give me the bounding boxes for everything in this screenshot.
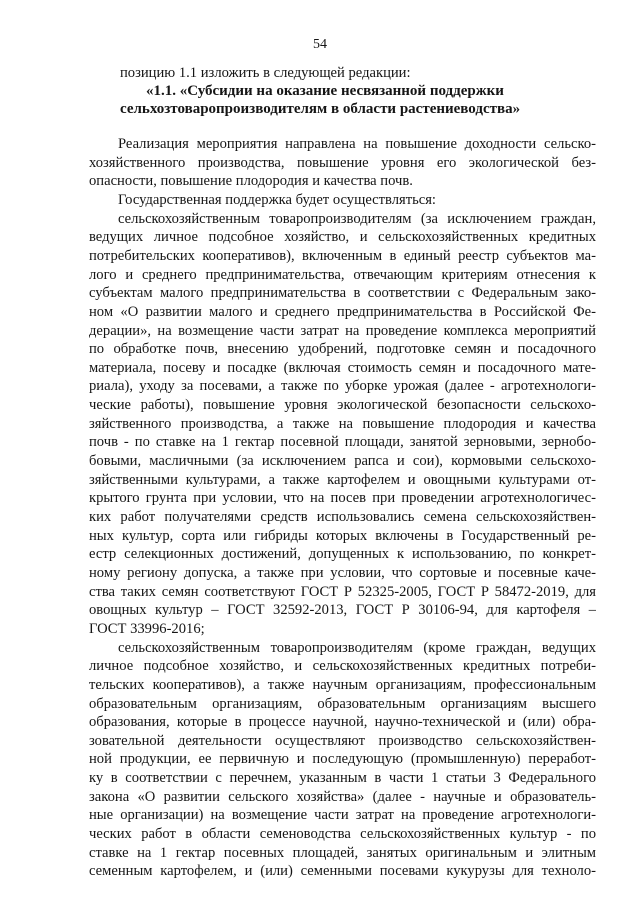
body-line: опасности, повышение плодородия и качества почв.: [89, 173, 413, 190]
body-line: ставке на 1 гектар посевных площадей, занятых оригинальным и элитным: [89, 844, 596, 861]
body-line: крытого грунта при условии, что на посев при проведении агротехнологичес-: [89, 490, 596, 507]
body-line: лого и среднего предпринимательства, отвечающим критериям отнесения к: [89, 266, 596, 283]
body-line: ном «О развитии малого и среднего предпринимательства в Российской Фе-: [89, 303, 596, 320]
body-line: ных культур, сорта или гибриды которых включены в Государственный ре-: [89, 527, 596, 544]
body-line: образовательным организациям, образовательным организациям высшего: [89, 695, 596, 712]
body-line: ку в соответствии с перечнем, указанным в части 1 статьи 3 Федерального: [89, 770, 596, 787]
section-heading-line-2: сельхозтоваропроизводителям в области растениеводства»: [120, 101, 521, 117]
body-line: тельских кооперативов), а также научным организациям, профессиональным: [89, 676, 596, 693]
body-line: закона «О развитии сельского хозяйства» (далее - научные и образователь-: [89, 788, 596, 805]
body-line: семенным картофелем, и (или) семенными посевами кукурузы для техноло-: [89, 863, 596, 880]
body-line: потребительских кооперативов), включенным в единый реестр субъектов ма-: [89, 247, 596, 264]
intro-text: позицию 1.1 изложить в следующей редакции:: [120, 65, 411, 81]
page-number: 54: [313, 37, 327, 52]
body-line: почв - по ставке на 1 гектар посевной площади, занятой зерновыми, зернобо-: [89, 434, 596, 451]
body-line: зяйственного производства, а также на повышение плодородия и качества: [89, 415, 596, 432]
body-line: ческих работ в области семеноводства сельскохозяйственных культур - по: [89, 826, 596, 842]
body-line: дерации», на возмещение части затрат на проведение комплекса мероприятий: [89, 322, 596, 339]
body-line: ной продукции, ее первичную и последующую (промышленную) переработ-: [89, 751, 596, 768]
body-line: личное подсобное хозяйство, и сельскохозяйственных кредитных потреби-: [89, 658, 596, 675]
body-line: сельскохозяйственным товаропроизводителям (за исключением граждан,: [118, 210, 596, 227]
body-line: естр селекционных достижений, допущенных к использованию, по конкрет-: [89, 546, 596, 563]
body-line: Государственная поддержка будет осуществляться:: [118, 191, 436, 208]
body-line: хозяйственного производства, повышение уровня его экологической без-: [89, 154, 596, 171]
body-line: ные организации) на возмещение части затрат на проведение агротехнологи-: [89, 807, 596, 824]
body-line: образования, которые в процессе научной, научно-технической и (или) обра-: [89, 714, 596, 731]
body-line: ческие работы), повышение уровня экологической безопасности сельскохо-: [89, 397, 596, 414]
body-line: ному региону допуска, а также при условии, что сортовые и посевные каче-: [89, 565, 596, 581]
section-heading-line-1: «1.1. «Субсидии на оказание несвязанной поддержки: [146, 83, 504, 99]
body-line: Реализация мероприятия направлена на повышение доходности сельско-: [118, 136, 596, 152]
body-line: зяйственными культурами, а также картофелем и овощными культурами от-: [89, 471, 596, 488]
body-line: материала, посеву и посадке (включая стоимость семян и посадочного мате-: [89, 359, 596, 376]
body-line: овощных культур – ГОСТ 32592-2013, ГОСТ Р 30106-94, для картофеля –: [89, 602, 596, 619]
body-line: бовыми, масличными (за исключением рапса и сои), кормовыми сельскохо-: [89, 453, 596, 469]
body-line: риала), уходу за посевами, а также по уборке урожая (далее - агротехнологи-: [89, 378, 596, 395]
body-line: ства таких семян соответствуют ГОСТ Р 52325-2005, ГОСТ Р 58472-2019, для: [89, 583, 596, 600]
body-line: субъектам малого предпринимательства в соответствии с Федеральным зако-: [89, 285, 596, 302]
body-line: зовательной деятельности осуществляют производство сельскохозяйствен-: [89, 732, 596, 749]
body-line: ГОСТ 33996-2016;: [89, 620, 205, 637]
body-line: сельскохозяйственным товаропроизводителям (кроме граждан, ведущих: [118, 639, 596, 656]
body-line: по обработке почв, внесению удобрений, подготовке семян и посадочного: [89, 341, 596, 358]
body-line: ких работ получателями средств использовались семена сельскохозяйствен-: [89, 509, 596, 525]
body-line: ведущих личное подсобное хозяйство, и сельскохозяйственных кредитных: [89, 229, 596, 246]
